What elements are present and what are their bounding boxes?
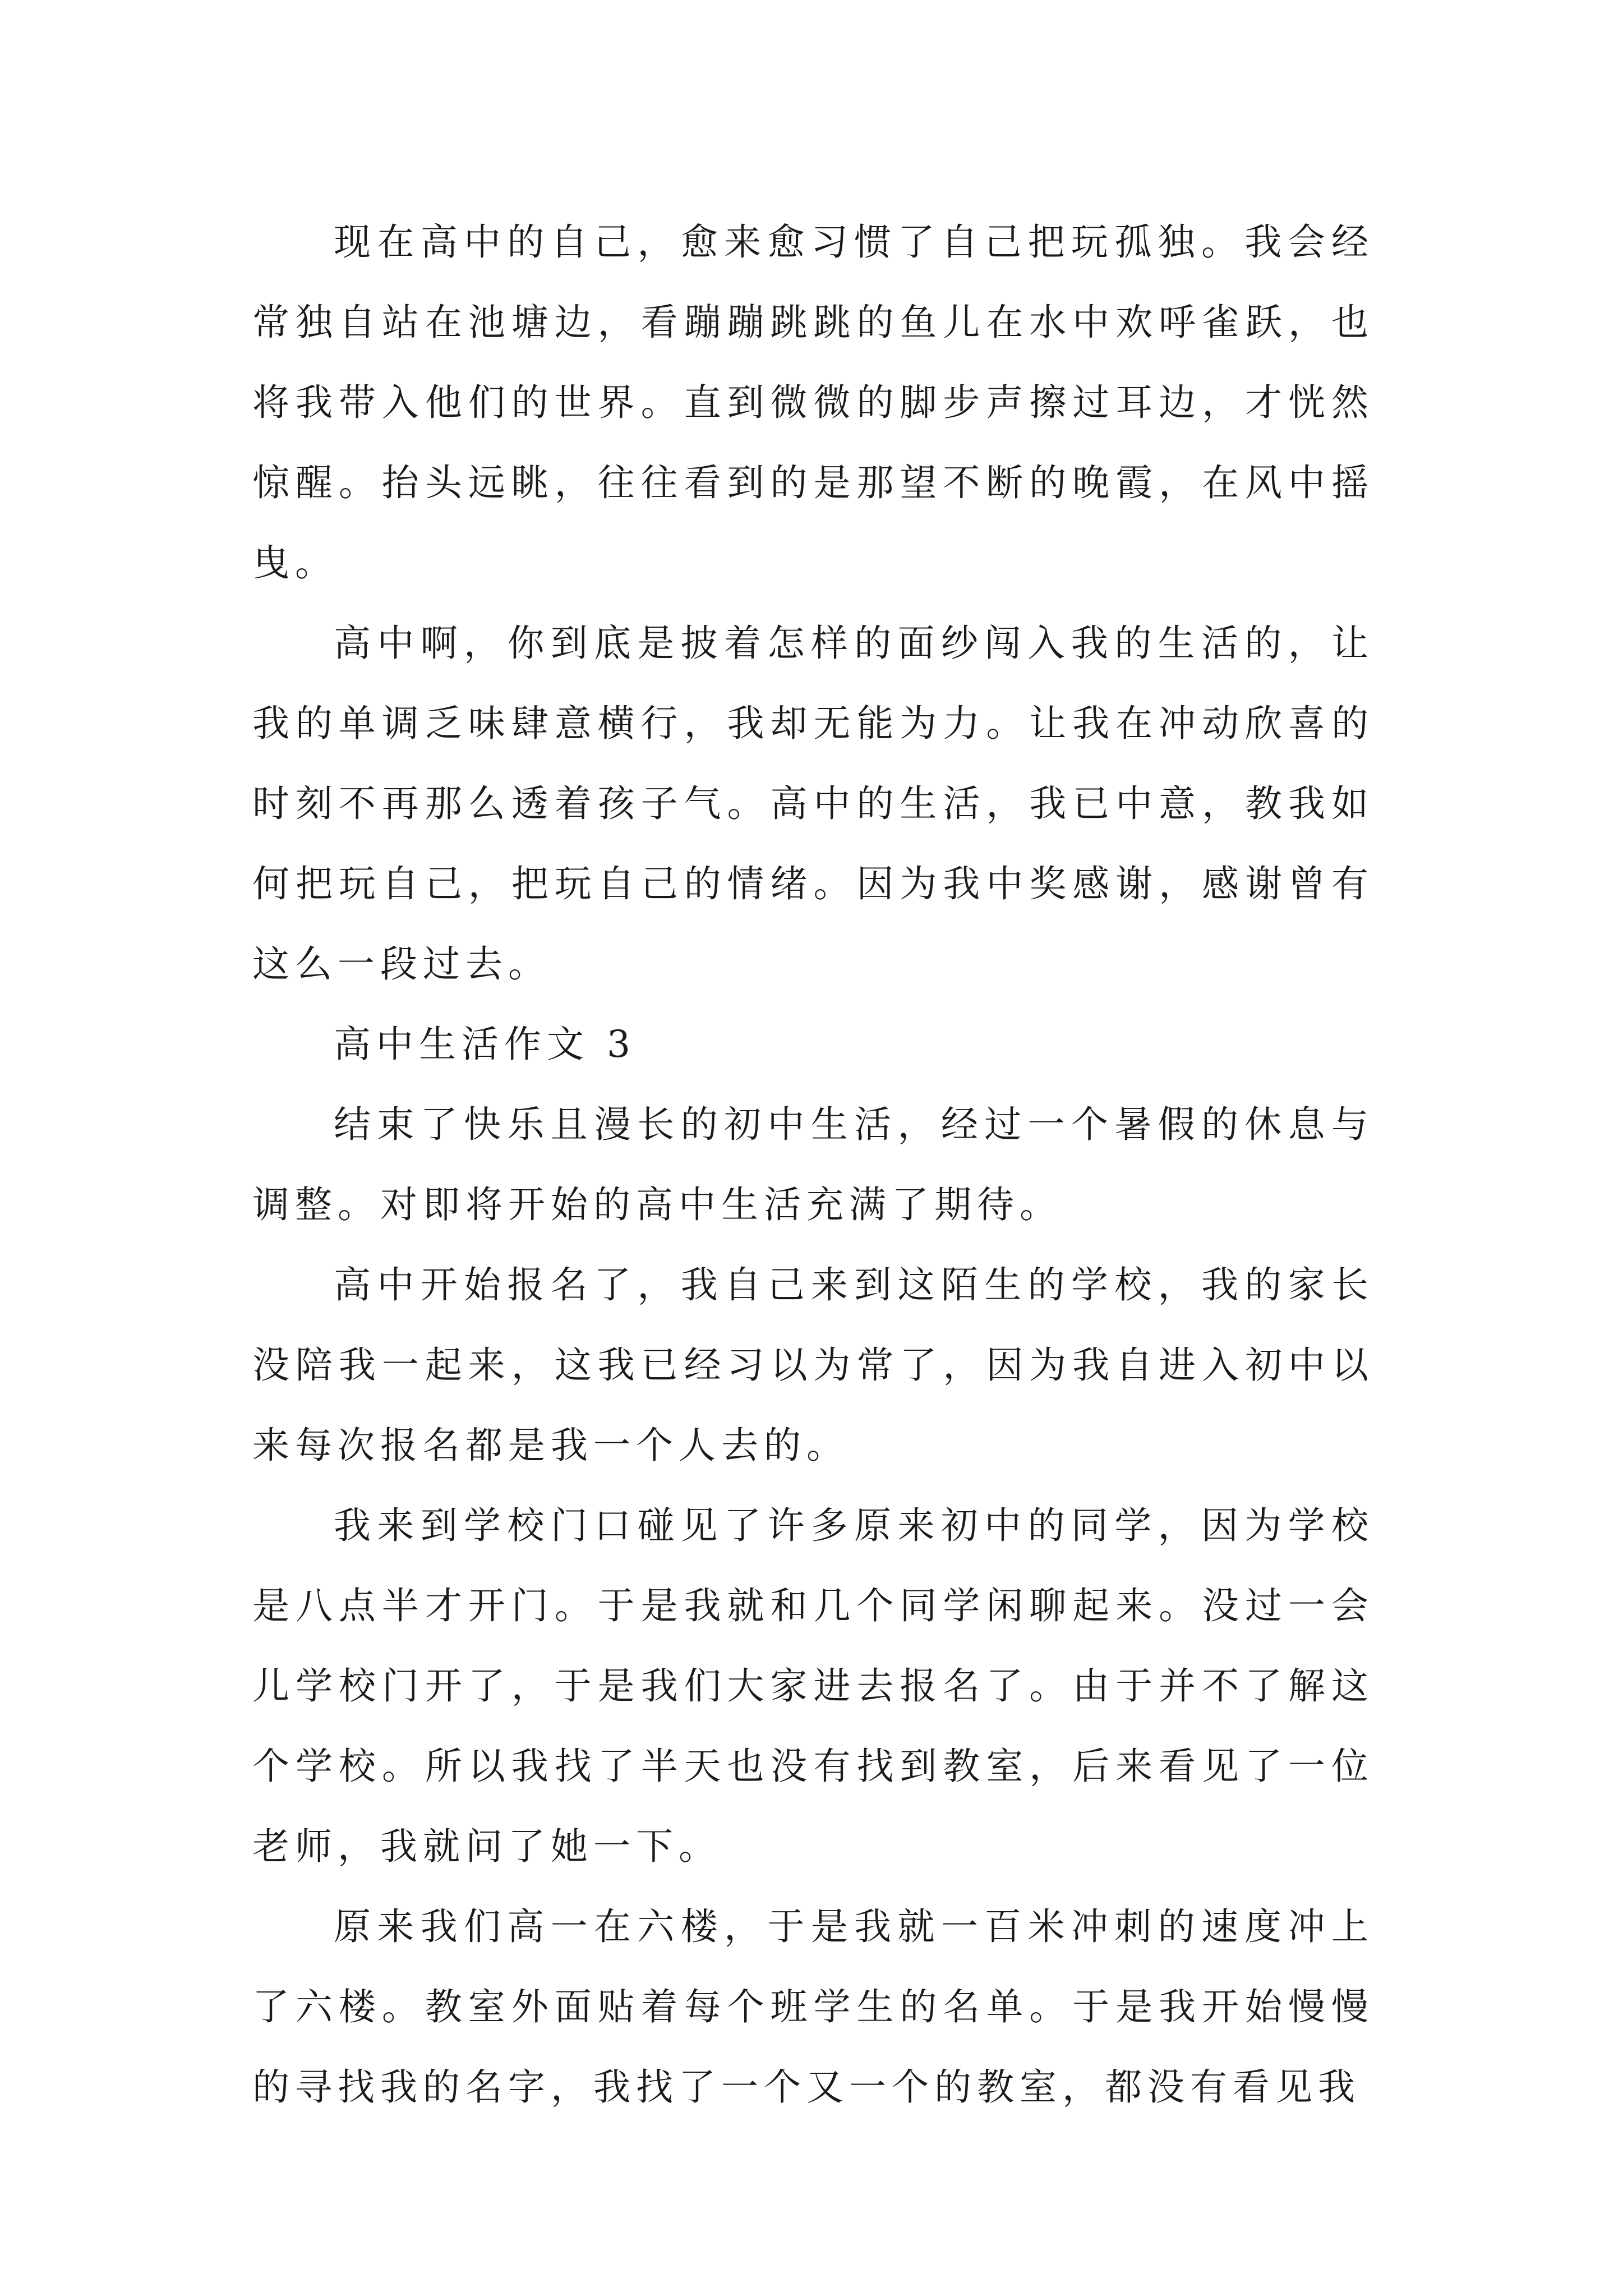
paragraph: 原来我们高一在六楼，于是我就一百米冲刺的速度冲上了六楼。教室外面贴着每个班学生的名单。于是我开始慢慢的寻找我的名字，我找了一个又一个的教室，都没有看见我 <box>252 1905 1374 2109</box>
document-body <box>252 202 1374 2127</box>
paragraph: 高中开始报名了，我自己来到这陌生的学校，我的家长没陪我一起来，这我已经习以为常了，因为我自进入初中以来每次报名都是我一个人去的。 <box>252 1263 1374 1467</box>
paragraph: 我来到学校门口碰见了许多原来初中的同学，因为学校是八点半才开门。于是我就和几个同学闲聊起来。没过一会儿学校门开了，于是我们大家进去报名了。由于并不了解这个学校。所以我找了半天也没有找到教室，后来看见了一位老师，我就问了她一下。 <box>252 1504 1374 1868</box>
paragraph: 现在高中的自己，愈来愈习惯了自己把玩孤独。我会经常独自站在池塘边，看蹦蹦跳跳的鱼儿在水中欢呼雀跃，也将我带入他们的世界。直到微微的脚步声擦过耳边，才恍然惊醒。抬头远眺，往往看到的是那望不断的晚霞，在风中摇曳。 <box>252 220 1374 585</box>
section-heading: 高中生活作文 3 <box>334 1023 636 1066</box>
paragraph: 结束了快乐且漫长的初中生活，经过一个暑假的休息与调整。对即将开始的高中生活充满了期待。 <box>252 1103 1374 1226</box>
paragraph: 高中啊，你到底是披着怎样的面纱闯入我的生活的，让我的单调乏味肆意横行，我却无能为力。让我在冲动欣喜的时刻不再那么透着孩子气。高中的生活，我已中意，教我如何把玩自己，把玩自己的情绪。因为我中奖感谢，感谢曾有这么一段过去。 <box>252 622 1374 986</box>
